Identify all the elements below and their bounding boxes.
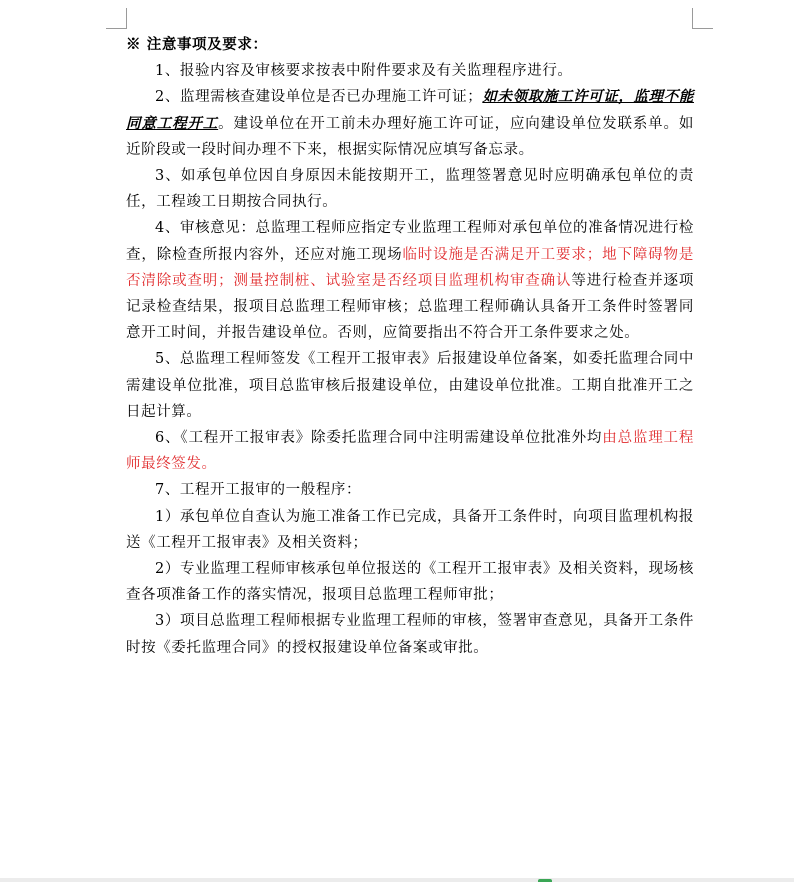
paragraph-2-emphasis: 如未领取施工许可证，监理不能同意工程开工: [126, 88, 694, 132]
paragraph-4-lead: 4、审核意见：总监理工程师应指定专业监理工程师对承包单位的准备情况进行检查，除检查所报内容外，还应对施工现场: [126, 220, 694, 263]
page-bottom-edge: [0, 878, 794, 882]
paragraph-9: 2）专业监理工程师审核承包单位报送的《工程开工报审表》及相关资料，现场核查各项准备工作的落实情况，报项目总监理工程师审批；: [126, 561, 694, 604]
paragraph-5: 5、总监理工程师签发《工程开工报审表》后报建设单位备案，如委托监理合同中需建设单位批准，项目总监审核后报建设单位，由建设单位批准。工期自批准开工之日起计算。: [126, 351, 694, 420]
paragraph-1: 1、报验内容及审核要求按表中附件要求及有关监理程序进行。: [155, 63, 573, 80]
margin-corner-mark-top-right: [692, 8, 713, 29]
paragraph-2-lead: 2、监理需核查建设单位是否已办理施工许可证；: [155, 89, 483, 106]
paragraph-4: [126, 215, 694, 346]
paragraph-4-red-text: 临时设施是否满足开工要求；地下障碍物是否清除或查明；测量控制桩、试验室是否经项目监理机构审查确认: [126, 246, 694, 289]
margin-corner-mark-top-left: [106, 8, 127, 29]
paragraph-2: [126, 84, 694, 163]
paragraph-8: 1）承包单位自查认为施工准备工作已完成，具备开工条件时，向项目监理机构报送《工程开工报审表》及相关资料；: [126, 508, 694, 551]
paragraph-10: 3）项目总监理工程师根据专业监理工程师的审核，签署审查意见，具备开工条件时按《委托监理合同》的授权报建设单位备案或审批。: [126, 613, 694, 656]
paragraph-4-tail: 等进行检查并逐项记录检查结果，报项目总监理工程师审核；总监理工程师确认具备开工条件时签署同意开工时间，并报告建设单位。否则，应简要指出不符合开工条件要求之处。: [126, 272, 694, 342]
paragraph-6-lead: 6、《工程开工报审表》除委托监理合同中注明需建设单位批准外均: [155, 430, 603, 447]
paragraph-6: [126, 425, 694, 477]
document-body: [126, 32, 694, 661]
paragraph-7: 7、工程开工报审的一般程序：: [155, 482, 362, 499]
paragraph-3: 3、如承包单位因自身原因未能按期开工，监理签署意见时应明确承包单位的责任，工程竣工日期按合同执行。: [126, 168, 694, 211]
paragraph-6-red-text: 由总监理工程师最终签发。: [126, 430, 694, 473]
notes-heading: ※ 注意事项及要求：: [126, 36, 268, 53]
paragraph-2-tail: 。建设单位在开工前未办理好施工许可证，应向建设单位发联系单。如近阶段或一段时间办理不下来，根据实际情况应填写备忘录。: [126, 115, 694, 158]
